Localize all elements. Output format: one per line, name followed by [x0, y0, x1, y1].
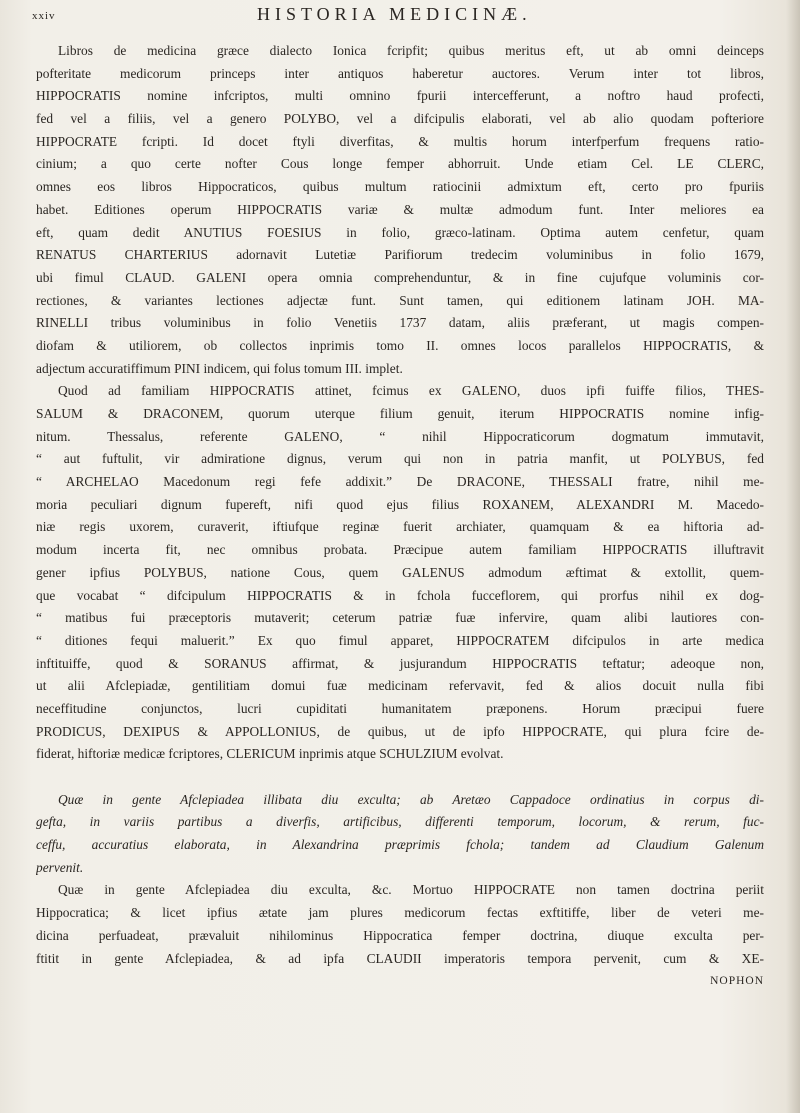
text-line: cinium; a quo certe nofter Cous longe femper abhorruit. Unde etiam Cel. LE CLERC, [36, 156, 764, 172]
text-line: ubi fimul CLAUD. GALENI opera omnia comprehenduntur, & in fine cujufque voluminis cor- [36, 269, 764, 285]
text-line: niæ regis uxorem, curaverit, iftiufque reginæ fuerit archiater, quamquam & ea hiftoria ad- [36, 519, 764, 535]
text-line: rectiones, & variantes lectiones adjectæ funt. Sunt tamen, qui editionem latinam JOH. MA- [36, 292, 764, 308]
text-line: “ matibus fui præceptoris mutaverit; ceterum patriæ fuæ infervire, quam alibi lautiores con- [36, 610, 764, 626]
text-line: ftitit in gente Afclepiadea, & ad ipfa CLAUDII imperatoris tempora pervenit, cum & XE- [36, 950, 764, 966]
text-line: diofam & utiliorem, ob collectos inprimis tomo II. omnes locos parallelos HIPPOCRATIS, & [36, 337, 764, 353]
text-line: fed vel a filiis, vel a genero POLYBO, vel a difcipulis elaborati, vel ab alio quodam pofteriore [36, 111, 764, 127]
text-line: que vocabat “ difcipulum HIPPOCRATIS & in fchola fucceflorem, qui prorfus nihil ex dog- [36, 587, 764, 603]
text-line: nitum. Thessalus, referente GALENO, “ nihil Hippocraticorum dogmatum immutavit, [36, 428, 764, 444]
text-line: dicina perfuadeat, prævaluit nihilominus Hippocratica femper doctrina, diuque exculta per- [36, 927, 764, 943]
text-line: eft, quam dedit ANUTIUS FOESIUS in folio, græco-latinam. Optima autem cenfetur, quam [36, 224, 764, 240]
text-line: Hippocratica; & licet ipfius ætate jam plures medicorum fectas exftitiffe, liber de veteri me- [36, 905, 764, 921]
text-line: habet. Editiones operum HIPPOCRATIS variæ & multæ admodum funt. Inter meliores ea [36, 201, 764, 217]
text-line: Quæ in gente Afclepiadea illibata diu exculta; ab Aretæo Cappadoce ordinatius in corpus di- [58, 791, 764, 807]
text-line: Quæ in gente Afclepiadea diu exculta, &c. Mortuo HIPPOCRATE non tamen doctrina periit [58, 882, 764, 898]
body-text [36, 40, 764, 993]
text-line: ut alii Afclepiadæ, gentilitiam domui fuæ medicinam refervavit, fed & alios docuit nulla fibi [36, 678, 764, 694]
page-edge-shadow [786, 0, 800, 1113]
text-line: SALUM & DRACONEM, quorum uterque filium genuit, iterum HIPPOCRATIS nomine infig- [36, 406, 764, 421]
text-line: adjectum accuratiffimum PINI indicem, qui folus tomum III. implet. [36, 360, 403, 376]
page-header [32, 4, 772, 30]
page-number: xxiv [32, 10, 56, 22]
text-line: “ aut fuftulit, vir admiratione dignus, verum qui non in patria manfit, ut POLYBUS, fed [36, 451, 764, 467]
text-line [36, 766, 764, 789]
text-line: PRODICUS, DEXIPUS & APPOLLONIUS, de quibus, ut de ipfo HIPPOCRATE, qui plura fcire de- [36, 723, 764, 739]
text-line: pofteritate medicorum princeps inter antiquos haberetur auctores. Verum inter tot libros, [36, 65, 764, 81]
text-line: Libros de medicina græce dialecto Ionica fcripfit; quibus meritus eft, ut ab omni deinceps [58, 43, 764, 58]
text-line: gener ipfius POLYBUS, natione Cous, quem GALENUS admodum æftimat & extollit, quem- [36, 564, 764, 580]
text-line: omnes eos libros Hippocraticos, quibus multum ratiocinii admixtum eft, certo pro fpuriis [36, 179, 764, 195]
text-line: fiderat, hiftoriæ medicæ fcriptores, CLERICUM inprimis atque SCHULZIUM evolvat. [36, 746, 504, 762]
text-line: gefta, in variis partibus a diverfis, artificibus, differenti temporum, locorum, & rerum, fuc- [36, 814, 764, 830]
text-line: “ ditiones fequi maluerit.” Ex quo fimul apparet, HIPPOCRATEM difcipulos in arte medica [36, 632, 764, 648]
text-line: HIPPOCRATE fcripti. Id docet ftyli diverfitas, & multis horum interfperfum frequens ratio- [36, 133, 764, 149]
text-line: pervenit. [36, 859, 84, 875]
text-line: RINELLI tribus voluminibus in folio Venetiis 1737 datam, aliis præferant, ut magis compen- [36, 315, 764, 331]
running-title: HISTORIA MEDICINÆ. [257, 4, 532, 24]
text-line: inftituiffe, quod & SORANUS affirmat, & jusjurandum HIPPOCRATIS teftatur; adeoque non, [36, 655, 764, 671]
text-line: “ ARCHELAO Macedonum regi fefe addixit.” De DRACONE, THESSALI fratre, nihil me- [36, 474, 764, 490]
text-line: Quod ad familiam HIPPOCRATIS attinet, fcimus ex GALENO, duos ipfi fuiffe filios, THES- [58, 383, 764, 399]
text-line: NOPHON [710, 975, 764, 988]
text-line: HIPPOCRATIS nomine infcriptos, multi omnino fpurii intercefferunt, a noftro haud profecti, [36, 88, 764, 104]
text-line: moria peculiari dignum fupereft, nifi quod ejus filius ROXANEM, ALEXANDRI M. Macedo- [36, 496, 764, 512]
text-line: modum incerta fit, nec omnibus probata. Præcipue autem familiam HIPPOCRATIS illuftravit [36, 542, 764, 558]
text-line: ceffu, accuratius elaborata, in Alexandrina præprimis fchola; tandem ad Claudium Galenum [36, 837, 764, 853]
text-line: neceffitudine conjunctos, lucri cupiditati humanitatem præponens. Horum præcipui fuere [36, 700, 764, 716]
text-line: RENATUS CHARTERIUS adornavit Lutetiæ Parifiorum tredecim voluminibus in folio 1679, [36, 247, 764, 263]
